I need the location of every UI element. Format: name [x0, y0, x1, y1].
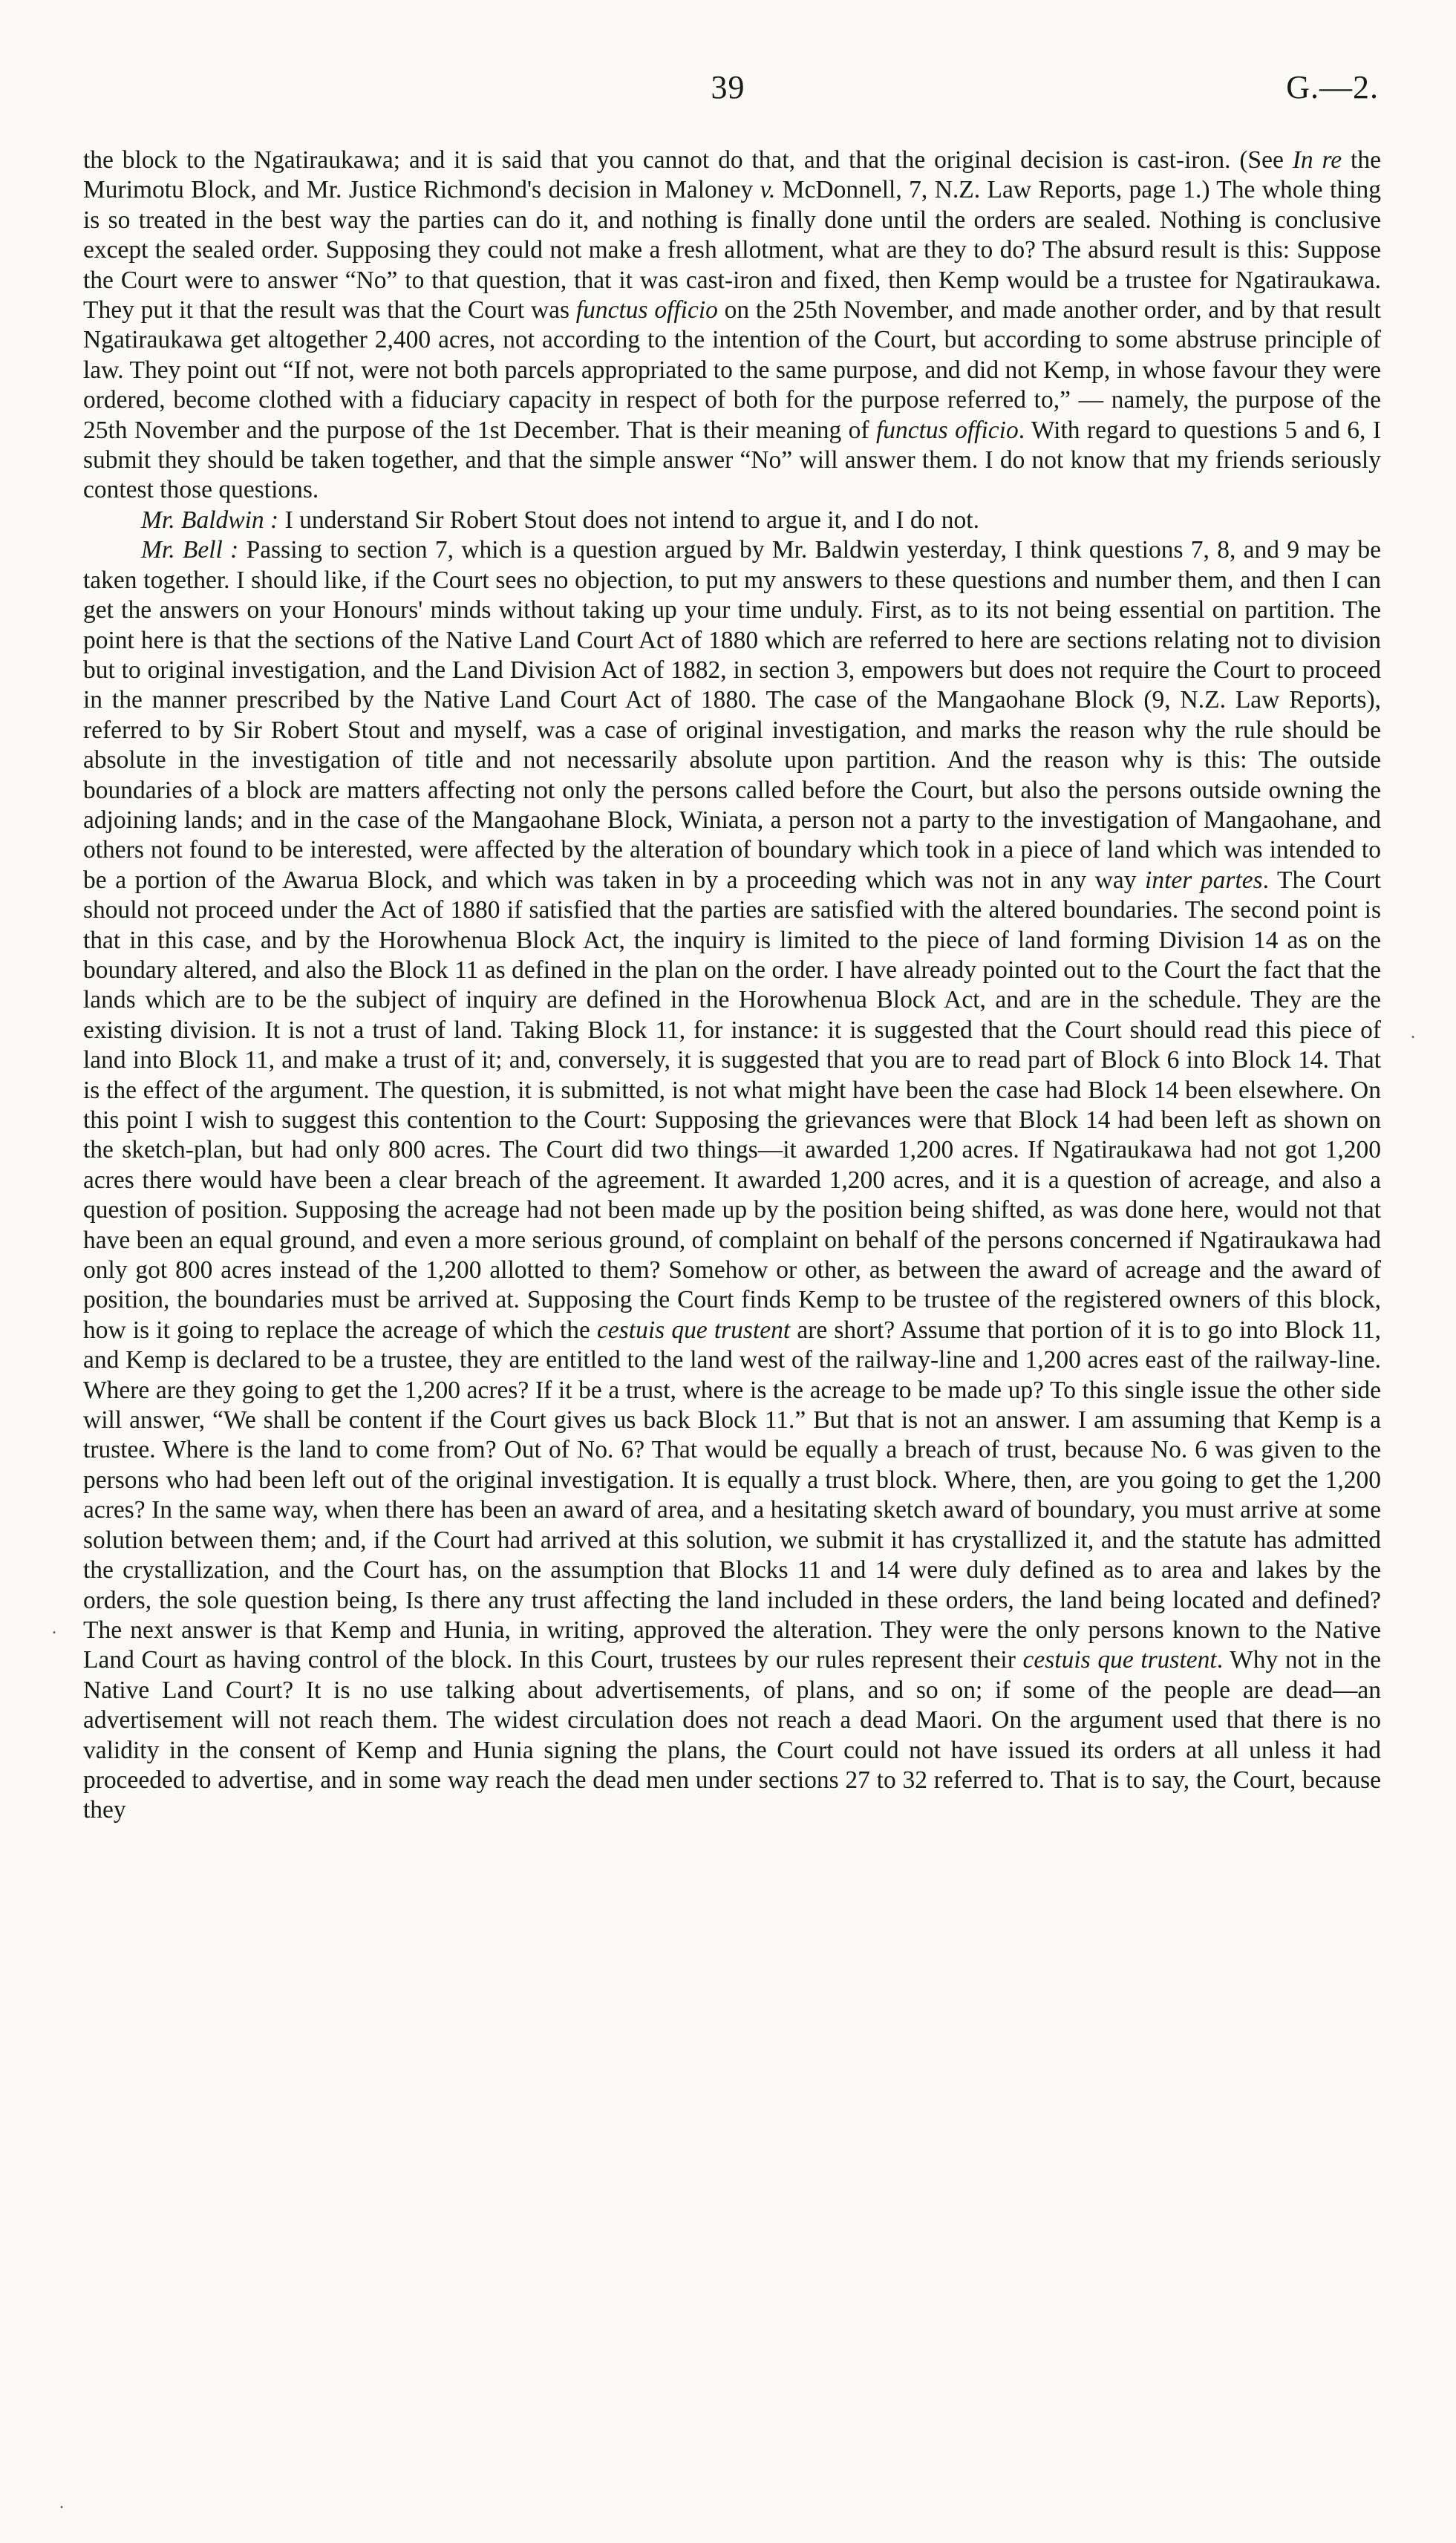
paragraph-text: Passing to section 7, which is a question argued by Mr. Baldwin yesterday, I think questions 7, 8, and 9 may be taken together. I should like, if the Court sees no objection, to put my answers to these questions and number them, and then I can get the answers on your Honours' minds without taking up your time unduly. First, as to its not being essential on partition. The point here is that the sections of the Native Land Court Act of 1880 which are referred to here are sections relating not to division but to original investigation, and the Land Division Act of 1882, in section 3, empowers but does not require the Court to proceed in the manner prescribed by the Native Land Court Act of 1880. The case of the Mangaohane Block (9, N.Z. Law Reports), referred to by Sir Robert Stout and myself, was a case of original investigation, and marks the reason why the rule should be absolute in the investigation of title and not necessarily absolute upon partition. And the reason why is this: The outside boundaries of a block are matters affecting not only the persons called before the Court, but also the persons outside owning the adjoining lands; and in the case of the Mangaohane Block, Winiata, a person not a party to the investigation of Mangaohane, and others not found to be interested, were affected by the alteration of boundary which took in a piece of land which was intended to be a portion of the Awarua Block, and which was taken in by a proceeding which was not in any way inter partes. The Court should not proceed under the Act of 1880 if satisfied that the parties are satisfied with the altered boundaries. The second point is that in this case, and by the Horowhenua Block Act, the inquiry is limited to the piece of land forming Division 14 as on the boundary altered, and also the Block 11 as defined in the plan on the order. I have already pointed out to the Court the fact that the lands which are to be the subject of inquiry are defined in the Horowhenua Block Act, and are in the schedule. They are the existing division. It is not a trust of land. Taking Block 11, for instance: it is suggested that the Court should read this piece of land into Block 11, and make a trust of it; and, conversely, it is suggested that you are to read part of Block 6 into Block 14. That is the effect of the argument. The question, it is submitted, is not what might have been the case had Block 14 been elsewhere. On this point I wish to suggest this contention to the Court: Supposing the grievances were that Block 14 had been left as shown on the sketch-plan, but had only 800 acres. The Court did two things—it awarded 1,200 acres. If Ngatiraukawa had not got 1,200 acres there would have been a clear breach of the agreement. It awarded 1,200 acres, and it is a question of acreage, and also a question of position. Supposing the acreage had not been made up by the position being shifted, as was done here, would not that have been an equal ground, and even a more serious ground, of complaint on behalf of the persons concerned if Ngatiraukawa had only got 800 acres instead of the 1,200 allotted to them? Somehow or other, as between the award of acreage and the award of position, the boundaries must be arrived at. Supposing the Court finds Kemp to be trustee of the registered owners of this block, how is it going to replace the acreage of which the cestuis que trustent are short? Assume that portion of it is to go into Block 11, and Kemp is declared to be a trustee, they are entitled to the land west of the railway-line and 1,200 acres east of the railway-line. Where are they going to get the 1,200 acres? If it be a trust, where is the acreage to be made up? To this single issue the other side will answer, “We shall be content if the Court gives us back Block 11.” But that is not an answer. I am assuming that Kemp is a trustee. Where is the land to come from? Out of No. 6? That would be equally a breach of trust, because No. 6 was given to the persons who had been left out of the original investigation. It is equally a trust block. Where, then, are you going to get the 1,200 acres? In the same way, when there has been an award of area, and a hesitating sketch award of boundary, you must arrive at some solution between them; and, if the Court had arrived at this solution, we submit it has crystallized it, and the statute has admitted the crystallization, and the Court has, on the assumption that Blocks 11 and 14 were duly defined as to area and lakes by the orders, the sole question being, Is there any trust affecting the land included in these orders, the land being located and defined? The next answer is that Kemp and Hunia, in writing, approved the alteration. They were the only persons known to the Native Land Court as having control of the block. In this Court, trustees by our rules represent their cestuis que trustent. Why not in the Native Land Court? It is no use talking about advertisements, of plans, and so on; if some of the people are dead—an advertisement will not reach them. The widest circulation does not reach a dead Maori. On the argument used that there is no validity in the consent of Kemp and Hunia signing the plans, the Court could not have issued its orders at all unless it had proceeded to advertise, and in some way reach the dead men under sections 27 to 32 referred to. That is to say, the Court, because they: [83, 536, 1381, 1824]
margin-mark: .: [52, 1619, 56, 1638]
margin-mark: .: [59, 2493, 64, 2513]
margin-mark: .: [1411, 1023, 1415, 1042]
speaker-name: Mr. Bell :: [141, 536, 239, 564]
page-number: 39: [711, 69, 745, 105]
speaker-name: Mr. Baldwin :: [141, 506, 279, 534]
paragraph-text: I understand Sir Robert Stout does not intend to argue it, and I do not.: [284, 506, 979, 534]
document-code: G.—2.: [1286, 69, 1379, 105]
body-text: [83, 146, 1381, 1826]
paragraph: [83, 535, 1381, 1825]
paragraph-text: the block to the Ngatiraukawa; and it is said that you cannot do that, and that the original decision is cast-iron. (See In re the Murimotu Block, and Mr. Justice Richmond's decision in Maloney v. McDonnell, 7, N.Z. Law Reports, page 1.) The whole thing is so treated in the best way the parties can do it, and nothing is finally done until the orders are sealed. Nothing is conclusive except the sealed order. Supposing they could not make a fresh allotment, what are they to do? The absurd result is this: Suppose the Court were to answer “No” to that question, that it was cast-iron and fixed, then Kemp would be a trustee for Ngatiraukawa. They put it that the result was that the Court was functus officio on the 25th November, and made another order, and by that result Ngatiraukawa get altogether 2,400 acres, not according to the intention of the Court, but according to some abstruse principle of law. They point out “If not, were not both parcels appropriated to the same purpose, and did not Kemp, in whose favour they were ordered, become clothed with a fiduciary capacity in respect of both for the purpose referred to,” — namely, the purpose of the 25th November and the purpose of the 1st December. That is their meaning of functus officio. With regard to questions 5 and 6, I submit they should be taken together, and that the simple answer “No” will answer them. I do not know that my friends seriously contest those questions.: [83, 146, 1381, 504]
paragraph: [83, 506, 1381, 535]
paragraph: [83, 146, 1381, 506]
